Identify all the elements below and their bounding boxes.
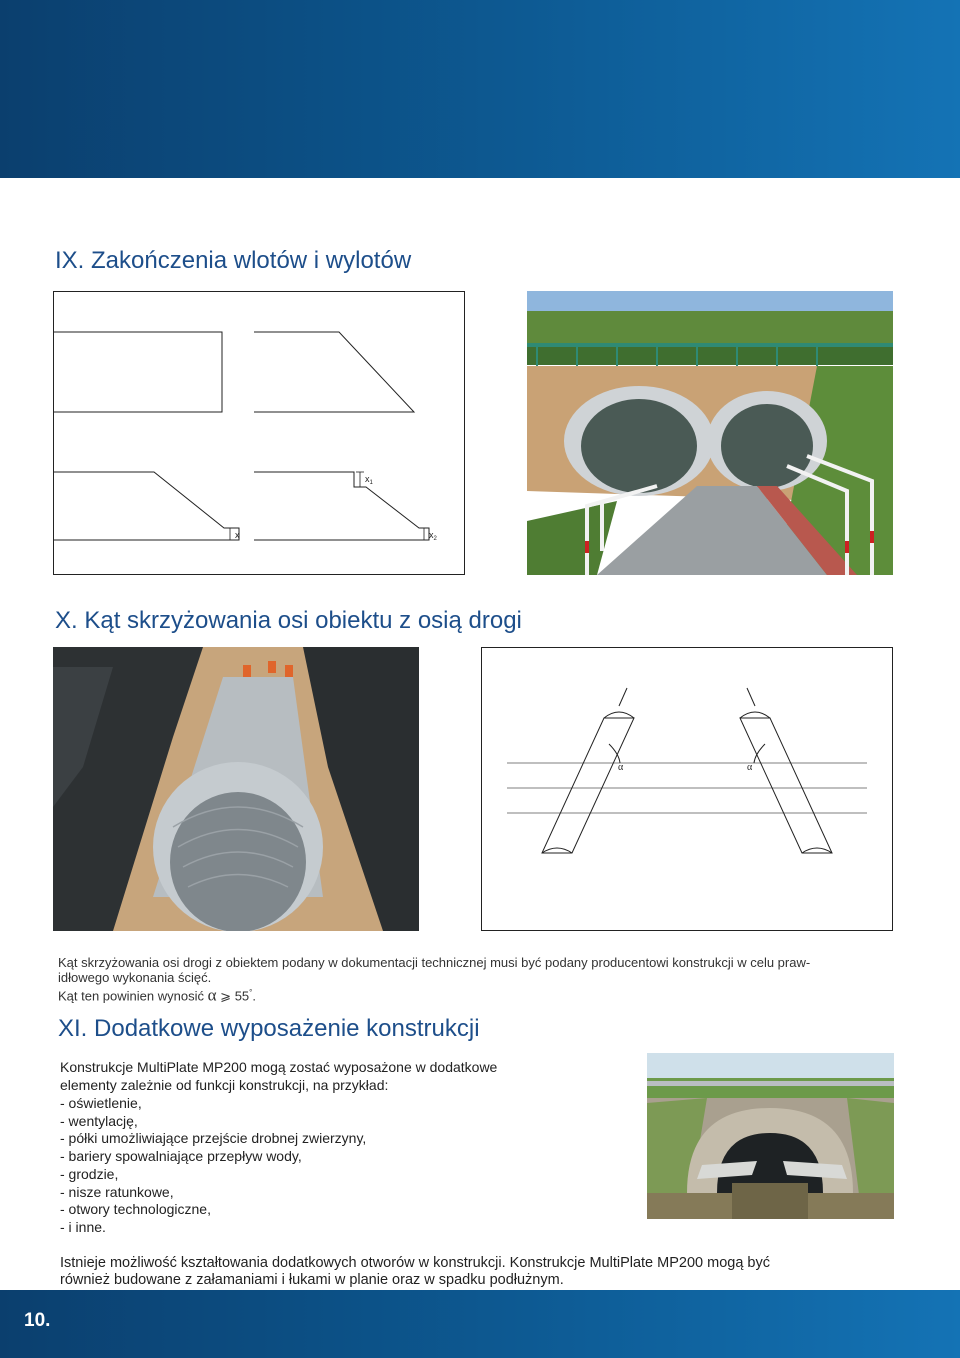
- list-item: - otwory technologiczne,: [60, 1201, 211, 1218]
- alpha-right-label: α: [747, 762, 753, 773]
- list-item: - półki umożliwiające przejście drobnej zwierzyny,: [60, 1130, 367, 1147]
- list-item: - grodzie,: [60, 1165, 119, 1182]
- label-x: x: [235, 530, 240, 540]
- list-item: - oświetlenie,: [60, 1095, 142, 1111]
- closing-line-1: Istnieje możliwość kształtowania dodatkowych otworów w konstrukcji. Konstrukcje MultiPlate MP200 mogą być: [60, 1255, 770, 1271]
- twin-culvert-photo: [527, 291, 893, 575]
- alpha-left-label: α: [618, 762, 624, 773]
- equipment-intro-line-1: Konstrukcje MultiPlate MP200 mogą zostać wyposażone w dodatkowe: [60, 1059, 498, 1075]
- angle-period: .: [252, 988, 256, 1004]
- left-pipe-end-bottom: [542, 848, 572, 853]
- list-item: - bariery spowalniające przepływ wody,: [60, 1148, 302, 1165]
- angle-note-line-2: idłowego wykonania ścięć.: [58, 970, 212, 985]
- label-x2: $x_2$: [429, 530, 437, 542]
- angle-requirement: [58, 985, 256, 1004]
- inlet-ends-diagram: [53, 291, 465, 575]
- top-header-band: [0, 0, 960, 178]
- degree-symbol: °: [249, 988, 253, 997]
- crossing-angle-diagram: [481, 647, 893, 931]
- closing-line-2: również budowane z załamaniami i łukami w planie oraz w spadku podłużnym.: [60, 1272, 564, 1288]
- left-pipe-outline: [542, 718, 634, 853]
- right-pipe-outline: [740, 718, 832, 853]
- pipe-installation-photo: [53, 647, 419, 931]
- list-item: - i inne.: [60, 1218, 106, 1235]
- right-pipe-end-bottom: [802, 848, 832, 853]
- culvert-with-shelves-photo: [647, 1053, 894, 1219]
- page-number: 10.: [24, 1310, 51, 1331]
- section-xi-heading: XI. Dodatkowe wyposażenie konstrukcji: [58, 1015, 480, 1042]
- angle-value: 55: [234, 988, 250, 1004]
- bevel-end-shape: [254, 332, 414, 412]
- step-bevel-left-shape: [54, 472, 239, 540]
- section-ix-heading: IX. Zakończenia wlotów i wylotów: [55, 247, 412, 274]
- angle-note-line-1: Kąt skrzyżowania osi drogi z obiektem podany w dokumentacji technicznej musi być podany producentowi konstrukcji w celu praw-: [58, 955, 811, 970]
- left-pipe-end-top: [604, 712, 634, 718]
- straight-end-shape: [54, 332, 222, 412]
- relation-symbol: ⩾: [220, 988, 232, 1004]
- list-item: - nisze ratunkowe,: [60, 1183, 174, 1200]
- step-bevel-right-shape: [254, 472, 429, 540]
- bottom-footer-band: [0, 1290, 960, 1358]
- alpha-symbol: α: [207, 985, 217, 1005]
- equipment-list: [60, 1095, 366, 1237]
- right-pipe-end-top: [740, 712, 770, 718]
- equipment-intro-line-2: elementy zależnie od funkcji konstrukcji, na przykład:: [60, 1077, 389, 1093]
- section-x-heading: X. Kąt skrzyżowania osi obiektu z osią drogi: [55, 607, 522, 634]
- angle-requirement-text: Kąt ten powinien wynosić: [58, 988, 204, 1004]
- label-x1: $x_1$: [365, 474, 373, 486]
- list-item: - wentylację,: [60, 1112, 138, 1129]
